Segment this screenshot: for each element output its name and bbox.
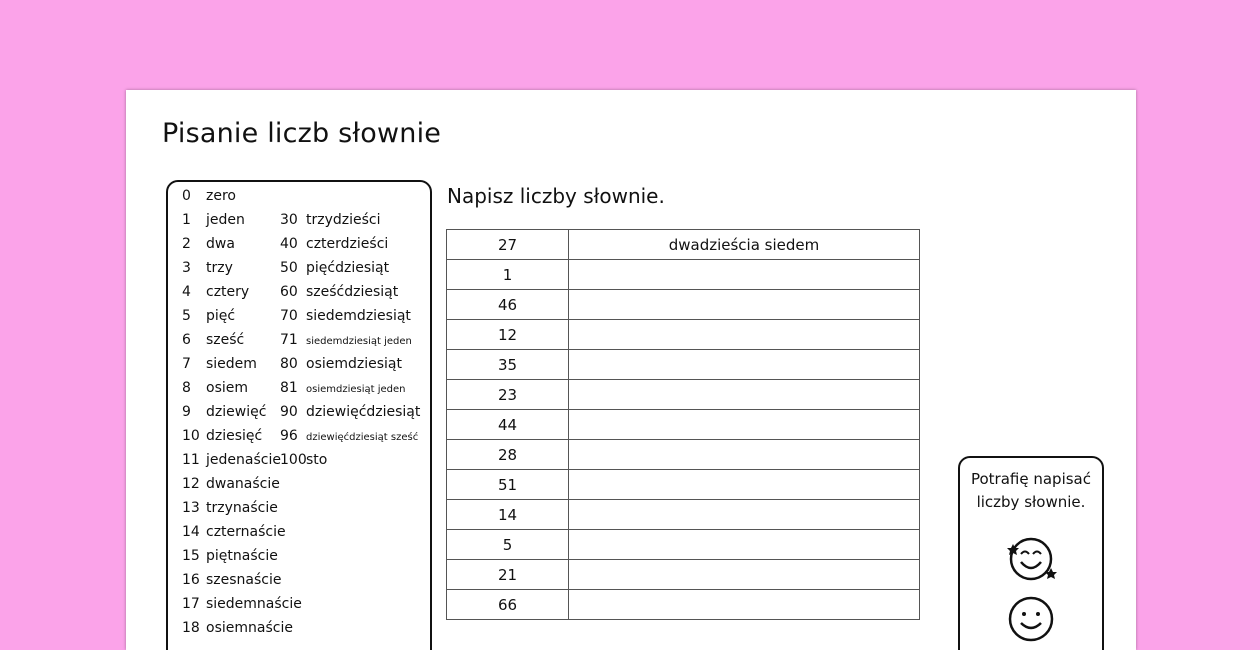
answer-number: 27 (447, 230, 569, 260)
reference-row (280, 258, 389, 278)
answer-number: 5 (447, 530, 569, 560)
reference-number: 3 (182, 260, 191, 276)
reference-number: 100 (280, 452, 307, 468)
smiley-face-icon[interactable] (1007, 594, 1059, 648)
reference-row (182, 354, 257, 374)
reference-row (280, 354, 402, 374)
reference-word: sto (306, 452, 328, 468)
answer-number: 44 (447, 410, 569, 440)
reference-number: 6 (182, 332, 191, 348)
reference-row (280, 210, 381, 230)
reference-number: 1 (182, 212, 191, 228)
reference-row (182, 402, 266, 422)
reference-word: dwa (206, 236, 235, 252)
reference-word: sześć (206, 332, 245, 348)
reference-word: sześćdziesiąt (306, 284, 399, 300)
answer-row (447, 380, 920, 410)
number-word-reference (166, 180, 432, 650)
reference-number: 8 (182, 380, 191, 396)
reference-word: dziewięćdziesiąt (306, 404, 421, 420)
reference-number: 71 (280, 332, 298, 348)
instruction-text: Napisz liczby słownie. (447, 184, 665, 208)
reference-row (280, 282, 398, 302)
reference-word: jeden (206, 212, 245, 228)
reference-number: 7 (182, 356, 191, 372)
reference-word: osiem (206, 380, 248, 396)
reference-row (280, 306, 411, 326)
answer-words-field[interactable] (569, 590, 920, 620)
answer-row (447, 350, 920, 380)
reference-number: 2 (182, 236, 191, 252)
answer-words-field[interactable] (569, 350, 920, 380)
reference-word: zero (206, 188, 236, 204)
answer-number: 21 (447, 560, 569, 590)
reference-word: osiemdziesiąt (306, 356, 402, 372)
reference-number: 0 (182, 188, 191, 204)
answer-words-field[interactable] (569, 260, 920, 290)
reference-word: piętnaście (206, 548, 278, 564)
reference-number: 90 (280, 404, 298, 420)
reference-row (182, 210, 245, 230)
answer-words-field[interactable] (569, 530, 920, 560)
reference-number: 16 (182, 572, 200, 588)
reference-word: jedenaście (206, 452, 281, 468)
reference-row (182, 330, 244, 350)
answer-number: 35 (447, 350, 569, 380)
reference-word: szesnaście (206, 572, 282, 588)
worksheet (126, 90, 1136, 650)
reference-word: dziewięć (206, 404, 267, 420)
answer-words-field[interactable] (569, 410, 920, 440)
reference-word: dwanaście (206, 476, 280, 492)
answer-number: 66 (447, 590, 569, 620)
reference-row (280, 402, 420, 422)
reference-row (280, 378, 406, 398)
reference-word: trzy (206, 260, 233, 276)
reference-number: 12 (182, 476, 200, 492)
reference-word: siedemdziesiąt jeden (306, 336, 412, 347)
answer-words-field[interactable] (569, 500, 920, 530)
answer-words-field[interactable]: dwadzieścia siedem (569, 230, 920, 260)
reference-row (182, 258, 233, 278)
reference-word: siedemdziesiąt (306, 308, 411, 324)
reference-row (182, 474, 280, 494)
reference-row (280, 234, 388, 254)
answer-row (447, 590, 920, 620)
self-assessment-box (958, 456, 1104, 650)
worksheet-title: Pisanie liczb słownie (162, 118, 442, 149)
answer-row (447, 410, 920, 440)
answer-row (447, 260, 920, 290)
answer-table (446, 229, 920, 620)
answer-number: 28 (447, 440, 569, 470)
reference-row (182, 546, 278, 566)
reference-row (182, 498, 278, 518)
answer-row (447, 470, 920, 500)
answer-words-field[interactable] (569, 320, 920, 350)
reference-row (280, 426, 418, 446)
self-assessment-text: Potrafię napisać liczby słownie. (970, 470, 1091, 511)
answer-words-field[interactable] (569, 440, 920, 470)
answer-number: 51 (447, 470, 569, 500)
reference-word: pięć (206, 308, 236, 324)
reference-row (182, 282, 249, 302)
reference-word: cztery (206, 284, 250, 300)
reference-number: 15 (182, 548, 200, 564)
reference-row (182, 594, 302, 614)
reference-row (182, 378, 248, 398)
reference-row (182, 306, 235, 326)
reference-number: 30 (280, 212, 298, 228)
answer-number: 23 (447, 380, 569, 410)
reference-number: 9 (182, 404, 191, 420)
reference-word: dziewięćdziesiąt sześć (306, 432, 419, 443)
answer-row (447, 500, 920, 530)
reference-row (280, 330, 412, 350)
answer-number: 14 (447, 500, 569, 530)
reference-row (182, 570, 282, 590)
reference-number: 11 (182, 452, 200, 468)
reference-row (182, 618, 293, 638)
reference-word: osiemdziesiąt jeden (306, 384, 406, 395)
answer-words-field[interactable] (569, 290, 920, 320)
reference-number: 5 (182, 308, 191, 324)
answer-row (447, 320, 920, 350)
answer-words-field[interactable] (569, 470, 920, 500)
reference-number: 70 (280, 308, 298, 324)
reference-number: 4 (182, 284, 191, 300)
answer-row (447, 440, 920, 470)
reference-word: osiemnaście (206, 620, 293, 636)
reference-number: 17 (182, 596, 200, 612)
answer-row (447, 230, 920, 260)
reference-row (182, 234, 235, 254)
reference-number: 18 (182, 620, 200, 636)
reference-number: 96 (280, 428, 298, 444)
answer-row (447, 560, 920, 590)
reference-number: 80 (280, 356, 298, 372)
reference-word: trzynaście (206, 500, 278, 516)
reference-number: 40 (280, 236, 298, 252)
reference-row (182, 426, 262, 446)
reference-word: czternaście (206, 524, 286, 540)
reference-word: siedem (206, 356, 257, 372)
reference-number: 81 (280, 380, 298, 396)
reference-word: dziesięć (206, 428, 263, 444)
reference-row (280, 450, 327, 470)
reference-number: 13 (182, 500, 200, 516)
reference-word: siedemnaście (206, 596, 302, 612)
reference-word: trzydzieści (306, 212, 381, 228)
answer-number: 1 (447, 260, 569, 290)
reference-number: 14 (182, 524, 200, 540)
answer-number: 46 (447, 290, 569, 320)
reference-word: pięćdziesiąt (306, 260, 390, 276)
answer-words-field[interactable] (569, 380, 920, 410)
reference-number: 10 (182, 428, 200, 444)
answer-number: 12 (447, 320, 569, 350)
reference-number: 60 (280, 284, 298, 300)
reference-row (182, 450, 281, 470)
reference-word: czterdzieści (306, 236, 389, 252)
reference-row (182, 522, 286, 542)
reference-row (182, 186, 236, 206)
answer-row (447, 290, 920, 320)
answer-row (447, 530, 920, 560)
answer-words-field[interactable] (569, 560, 920, 590)
reference-number: 50 (280, 260, 298, 276)
star-smiley-face-icon[interactable] (1007, 534, 1059, 588)
